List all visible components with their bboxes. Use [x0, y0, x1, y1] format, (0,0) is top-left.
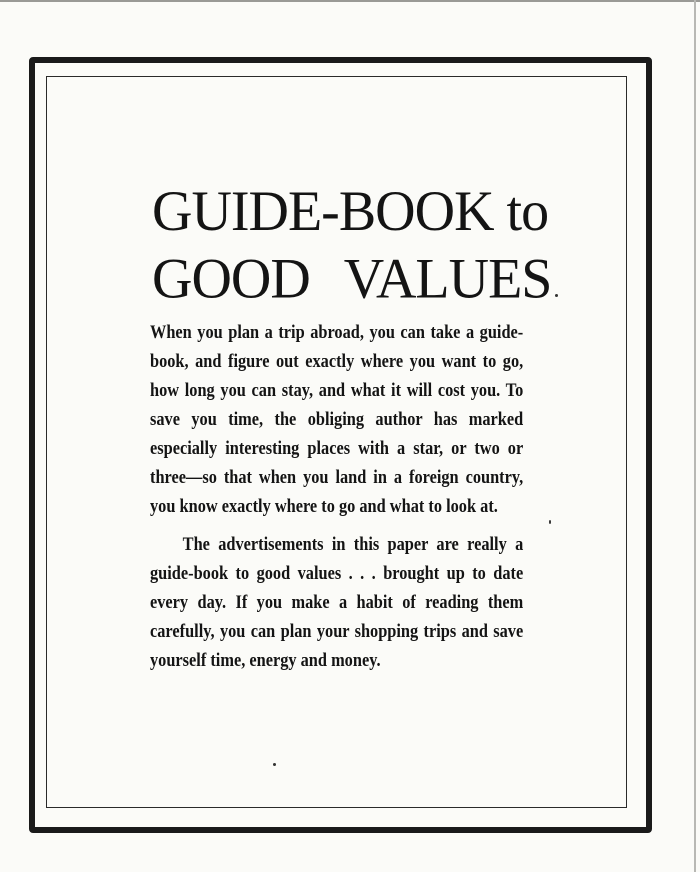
body-paragraph-1: When you plan a trip abroad, you can take a guide-book, and figure out exactly where you want to go, how long you can stay, and what it will cost you. To save you time, the obliging author has marked especially interesting places with a star, or two or three—so that when you land in a foreign country, you know exactly where to go and what to look at. — [150, 322, 524, 517]
body-paragraph-2: The advertisements in this paper are really a guide-book to good values . . . brought up to date every day. If you make a habit of reading them carefully, you can plan your shopping trips and save yourself time, energy and money. — [150, 534, 524, 671]
print-speck — [549, 520, 551, 524]
print-speck — [555, 294, 558, 297]
headline-line-2: GOOD VALUES — [152, 247, 552, 311]
body-copy — [150, 318, 524, 675]
headline-line-1: GUIDE-BOOK to — [152, 180, 549, 244]
page-right-rule — [694, 0, 696, 872]
headline — [152, 178, 551, 313]
page-top-rule — [0, 0, 700, 2]
print-speck — [273, 763, 276, 766]
